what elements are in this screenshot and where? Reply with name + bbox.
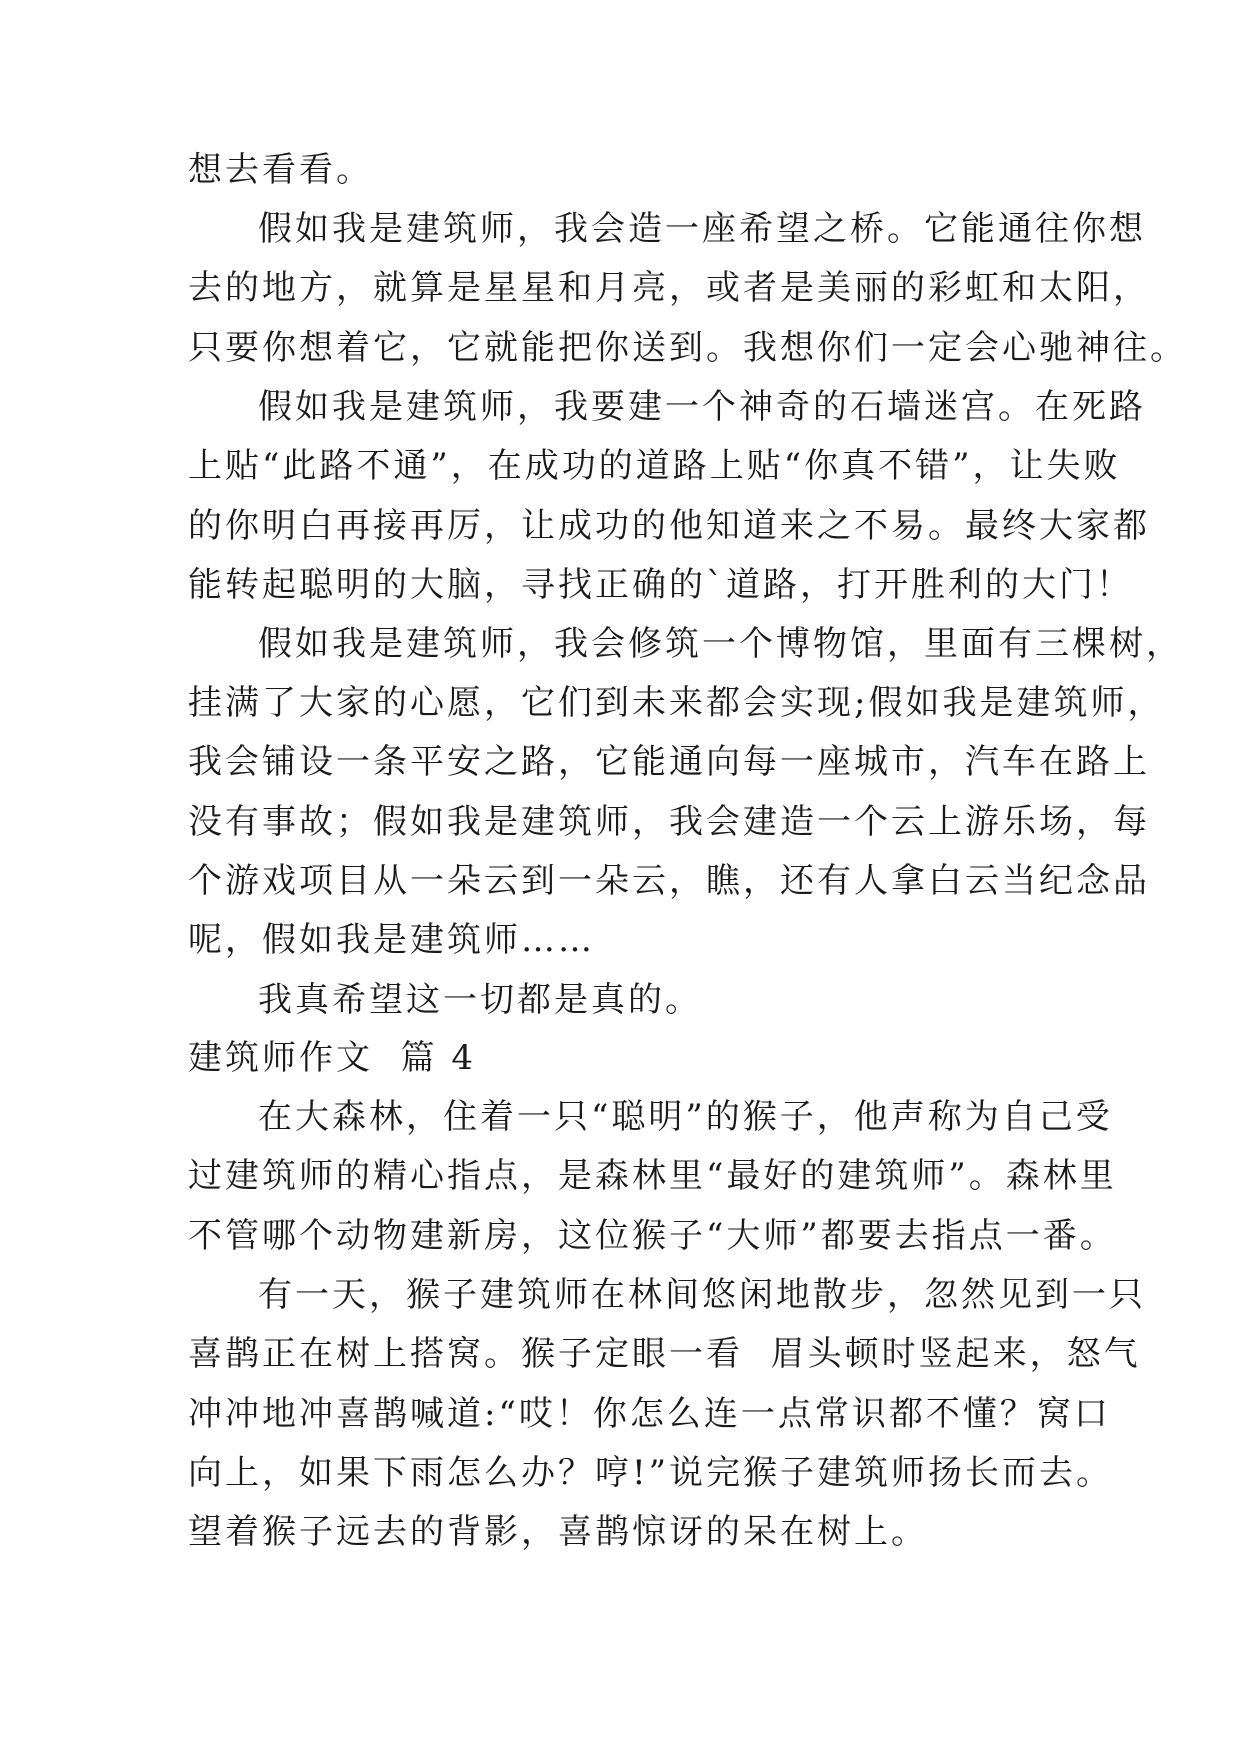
text-line: 喜鹊正在树上搭窝。猴子定眼一看 眉头顿时竖起来，怒气	[188, 1334, 1141, 1374]
paragraph-start-line: 在大森林，住着一只“聪明”的猴子，他声称为自己受	[258, 1097, 1113, 1137]
text-line: 去的地方，就算是星星和月亮，或者是美丽的彩虹和太阳，	[188, 268, 1150, 308]
text-line: 不管哪个动物建新房，这位猴子“大师”都要去指点一番。	[188, 1216, 1117, 1256]
text-line: 冲冲地冲喜鹊喊道:“哎！你怎么连一点常识都不懂？窝口	[188, 1394, 1111, 1434]
text-line: 呢，假如我是建筑师……	[188, 920, 595, 960]
paragraph-start-line: 假如我是建筑师，我会修筑一个博物馆，里面有三棵树，	[258, 624, 1183, 664]
section-heading: 建筑师作文 篇 4	[188, 1038, 477, 1078]
text-line: 能转起聪明的大脑，寻找正确的`道路，打开胜利的大门！	[188, 565, 1133, 605]
text-line: 想去看看。	[188, 150, 373, 190]
text-line: 的你明白再接再厉，让成功的他知道来之不易。最终大家都	[188, 506, 1150, 546]
paragraph-start-line: 有一天，猴子建筑师在林间悠闲地散步，忽然见到一只	[258, 1275, 1146, 1315]
paragraph-start-line: 我真希望这一切都是真的。	[258, 980, 702, 1020]
text-line: 个游戏项目从一朵云到一朵云，瞧，还有人拿白云当纪念品	[188, 861, 1150, 901]
text-line: 只要你想着它，它就能把你送到。我想你们一定会心驰神往。	[188, 328, 1187, 368]
text-line: 没有事故；假如我是建筑师，我会建造一个云上游乐场，每	[188, 802, 1150, 842]
text-line: 向上，如果下雨怎么办？哼!”说完猴子建筑师扬长而去。	[188, 1453, 1114, 1493]
text-line: 上贴“此路不通”，在成功的道路上贴“你真不错”，让失败	[188, 446, 1121, 486]
text-line: 过建筑师的精心指点，是森林里“最好的建筑师”。森林里	[188, 1156, 1117, 1196]
text-line: 我会铺设一条平安之路，它能通向每一座城市，汽车在路上	[188, 742, 1150, 782]
paragraph-start-line: 假如我是建筑师，我要建一个神奇的石墙迷宫。在死路	[258, 387, 1146, 427]
paragraph-start-line: 假如我是建筑师，我会造一座希望之桥。它能通往你想	[258, 209, 1146, 249]
text-line: 望着猴子远去的背影，喜鹊惊讶的呆在树上。	[188, 1512, 928, 1552]
text-line: 挂满了大家的心愿，它们到未来都会实现;假如我是建筑师，	[188, 683, 1165, 723]
